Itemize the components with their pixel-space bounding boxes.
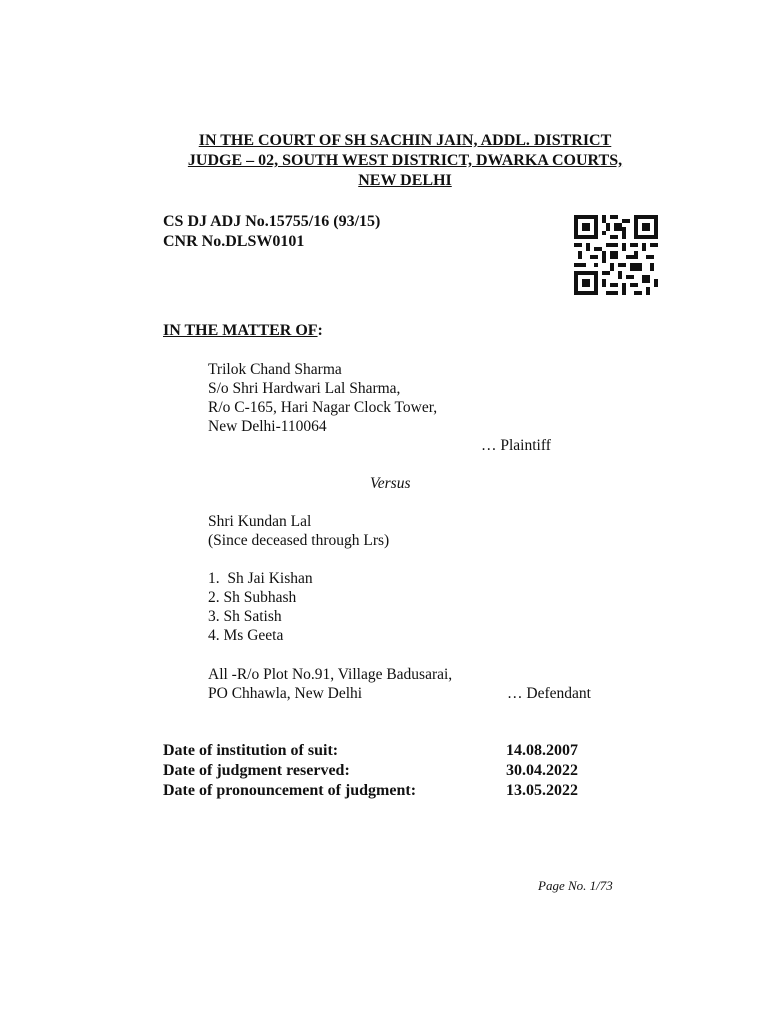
date-value: 13.05.2022: [506, 782, 578, 799]
heading-line-1: IN THE COURT OF SH SACHIN JAIN, ADDL. DISTRICT: [198, 132, 612, 149]
defendant-role: … Defendant: [507, 685, 591, 702]
case-numbers: [163, 212, 380, 252]
date-row-institution: [163, 741, 578, 761]
plaintiff-address-1: R/o C-165, Hari Nagar Clock Tower,: [208, 399, 438, 416]
date-label: Date of pronouncement of judgment:: [163, 782, 417, 799]
date-value: 30.04.2022: [506, 762, 578, 779]
heading-line-2: JUDGE – 02, SOUTH WEST DISTRICT, DWARKA COURTS,: [187, 152, 623, 169]
date-row-reserved: [163, 761, 578, 781]
list-item: 4. Ms Geeta: [208, 627, 284, 644]
plaintiff-parentage: S/o Shri Hardwari Lal Sharma,: [208, 380, 401, 397]
defendant-details: [208, 512, 389, 550]
defendant-address: [208, 665, 452, 703]
qr-code-icon: [574, 215, 658, 295]
defendant-status: (Since deceased through Lrs): [208, 532, 390, 549]
defendant-name: Shri Kundan Lal: [208, 513, 312, 530]
heading-line-3: NEW DELHI: [358, 172, 452, 189]
date-label: Date of institution of suit:: [163, 742, 339, 759]
date-label: Date of judgment reserved:: [163, 762, 350, 779]
list-item: 3. Sh Satish: [208, 608, 282, 625]
in-the-matter-of-heading: [163, 321, 323, 340]
court-heading: [150, 131, 660, 191]
matter-label: IN THE MATTER OF: [163, 322, 318, 339]
page-number: Page No. 1/73: [538, 878, 613, 893]
plaintiff-address-2: New Delhi-110064: [208, 418, 327, 435]
defendant-address-1: All -R/o Plot No.91, Village Badusarai,: [208, 666, 453, 683]
cnr-number: CNR No.DLSW0101: [163, 233, 305, 250]
defendant-address-2: PO Chhawla, New Delhi: [208, 685, 363, 702]
plaintiff-name: Trilok Chand Sharma: [208, 361, 342, 378]
versus-label: Versus: [370, 475, 411, 492]
date-row-pronouncement: [163, 781, 578, 801]
date-value: 14.08.2007: [506, 742, 578, 759]
matter-colon: :: [317, 322, 323, 339]
plaintiff-details: [208, 360, 437, 436]
list-item: 2. Sh Subhash: [208, 589, 297, 606]
legal-representatives-list: [208, 569, 313, 645]
list-item: 1. Sh Jai Kishan: [208, 570, 313, 587]
case-number: CS DJ ADJ No.15755/16 (93/15): [163, 213, 381, 230]
dates-table: [163, 741, 578, 801]
plaintiff-role: … Plaintiff: [481, 437, 551, 454]
